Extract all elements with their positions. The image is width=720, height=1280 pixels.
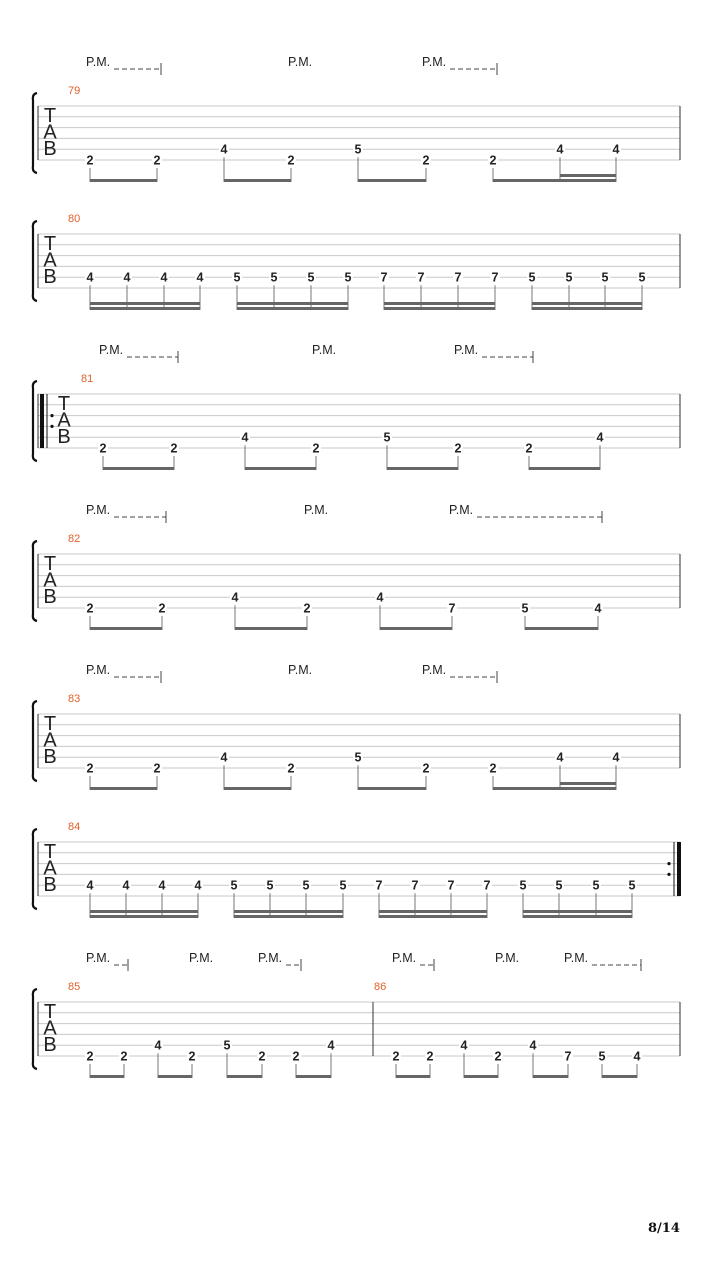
fret-number: 5 [230,878,238,893]
repeat-dot [667,873,670,876]
beam [396,1075,430,1078]
fret-number: 4 [376,590,384,605]
fret-number: 7 [448,601,456,616]
fret-number: 4 [122,878,130,893]
staff-system [33,503,680,630]
beam [379,915,487,918]
beam [387,467,458,470]
page-number: 8/14 [648,1221,680,1236]
tab-clef-letter: B [43,1034,57,1056]
fret-number: 4 [556,750,564,765]
beam [237,307,348,310]
fret-number: 4 [529,1038,537,1053]
fret-number: 7 [417,270,425,285]
palm-mute-label: P.M. [86,55,111,69]
fret-number: 2 [392,1049,400,1064]
measure-number: 86 [374,981,387,993]
palm-mute-label: P.M. [86,663,111,677]
fret-number: 4 [160,270,168,285]
tab-clef-letter: T [57,393,71,415]
system-bracket [33,93,37,173]
beam [235,627,307,630]
fret-number: 4 [220,750,228,765]
repeat-start-thick-barline [40,394,44,448]
secondary-beam [384,302,495,305]
tab-clef-letter: A [57,409,71,432]
beam [523,915,632,918]
fret-number: 5 [555,878,563,893]
palm-mute-label: P.M. [258,951,283,965]
fret-number: 5 [638,270,646,285]
fret-number: 7 [380,270,388,285]
palm-mute-label: P.M. [304,503,329,517]
beam [380,627,452,630]
fret-number: 5 [383,430,391,445]
tab-clef-letter: A [43,1017,57,1040]
fret-number: 5 [354,750,362,765]
tab-clef-letter: T [43,553,57,575]
beam [532,307,642,310]
palm-mute-label: P.M. [288,663,313,677]
fret-number: 2 [120,1049,128,1064]
beam [234,915,343,918]
fret-number: 2 [494,1049,502,1064]
fret-number: 4 [154,1038,162,1053]
fret-number: 2 [454,441,462,456]
system-bracket [33,541,37,621]
fret-number: 2 [287,761,295,776]
fret-number: 5 [302,878,310,893]
repeat-dot [50,414,53,417]
fret-number: 2 [170,441,178,456]
palm-mute-label: P.M. [86,503,111,517]
palm-mute-label: P.M. [454,343,479,357]
fret-number: 4 [594,601,602,616]
beam [90,1075,124,1078]
secondary-beam [560,782,616,785]
beam [533,1075,568,1078]
secondary-beam [90,302,200,305]
fret-number: 4 [86,878,94,893]
fret-number: 5 [233,270,241,285]
fret-number: 4 [194,878,202,893]
fret-number: 5 [270,270,278,285]
repeat-dot [50,425,53,428]
tab-clef-letter: B [43,266,57,288]
fret-number: 5 [223,1038,231,1053]
tab-clef-letter: T [43,841,57,863]
fret-number: 2 [153,153,161,168]
staff-system [33,663,680,790]
fret-number: 2 [287,153,295,168]
secondary-beam [523,910,632,913]
fret-number: 5 [628,878,636,893]
staff-system [33,55,680,182]
system-bracket [33,701,37,781]
fret-number: 2 [426,1049,434,1064]
secondary-beam [90,910,198,913]
measure-number: 85 [68,981,81,993]
fret-number: 2 [153,761,161,776]
palm-mute-label: P.M. [495,951,520,965]
fret-number: 2 [99,441,107,456]
fret-number: 7 [454,270,462,285]
staff-system [33,343,680,470]
beam [245,467,316,470]
fret-number: 7 [375,878,383,893]
fret-number: 5 [528,270,536,285]
fret-number: 5 [592,878,600,893]
beam [103,467,174,470]
palm-mute-label: P.M. [99,343,124,357]
fret-number: 7 [564,1049,572,1064]
fret-number: 4 [158,878,166,893]
palm-mute-label: P.M. [288,55,313,69]
palm-mute-label: P.M. [422,55,447,69]
staff-system [33,213,680,310]
fret-number: 4 [231,590,239,605]
fret-number: 2 [422,761,430,776]
beam [90,307,200,310]
secondary-beam [379,910,487,913]
fret-number: 4 [612,750,620,765]
fret-number: 4 [86,270,94,285]
system-bracket [33,989,37,1069]
measure-number: 81 [81,373,94,385]
fret-number: 5 [601,270,609,285]
fret-number: 5 [354,142,362,157]
staff-system [33,821,681,918]
measure-number: 83 [68,693,81,705]
beam [529,467,600,470]
beam [358,179,426,182]
repeat-end-thick-barline [677,842,681,896]
fret-number: 2 [292,1049,300,1064]
palm-mute-label: P.M. [564,951,589,965]
fret-number: 7 [483,878,491,893]
secondary-beam [560,174,616,177]
tab-clef-letter: T [43,1001,57,1023]
secondary-beam [237,302,348,305]
fret-number: 5 [344,270,352,285]
fret-number: 2 [86,153,94,168]
system-bracket [33,829,37,909]
secondary-beam [234,910,343,913]
system-bracket [33,221,37,301]
beam [158,1075,192,1078]
beam [384,307,495,310]
fret-number: 5 [565,270,573,285]
tab-clef-letter: B [43,874,57,896]
tab-clef-letter: B [43,746,57,768]
fret-number: 4 [596,430,604,445]
beam [493,179,616,182]
fret-number: 4 [327,1038,335,1053]
staff-system [33,951,680,1078]
tab-clef-letter: B [43,138,57,160]
fret-number: 4 [556,142,564,157]
measure-number: 82 [68,533,81,545]
tab-clef-letter: A [43,121,57,144]
fret-number: 5 [519,878,527,893]
fret-number: 7 [491,270,499,285]
fret-number: 2 [525,441,533,456]
fret-number: 4 [220,142,228,157]
fret-number: 2 [303,601,311,616]
beam [227,1075,262,1078]
tab-clef-letter: A [43,249,57,272]
beam [525,627,598,630]
tab-clef-letter: T [43,233,57,255]
tab-clef-letter: A [43,729,57,752]
palm-mute-label: P.M. [189,951,214,965]
fret-number: 2 [188,1049,196,1064]
palm-mute-label: P.M. [312,343,337,357]
measure-number: 84 [68,821,81,833]
beam [90,787,157,790]
repeat-dot [667,862,670,865]
beam [358,787,426,790]
system-bracket [33,381,37,461]
fret-number: 2 [422,153,430,168]
fret-number: 4 [241,430,249,445]
fret-number: 5 [266,878,274,893]
tab-clef-letter: A [43,569,57,592]
tab-clef-letter: B [43,586,57,608]
fret-number: 4 [123,270,131,285]
fret-number: 4 [460,1038,468,1053]
fret-number: 5 [339,878,347,893]
fret-number: 5 [307,270,315,285]
fret-number: 2 [489,761,497,776]
palm-mute-label: P.M. [449,503,474,517]
measure-number: 80 [68,213,81,225]
palm-mute-label: P.M. [392,951,417,965]
fret-number: 5 [521,601,529,616]
beam [224,179,291,182]
fret-number: 2 [158,601,166,616]
fret-number: 4 [633,1049,641,1064]
fret-number: 4 [196,270,204,285]
tab-clef-letter: T [43,105,57,127]
beam [296,1075,331,1078]
fret-number: 4 [612,142,620,157]
fret-number: 5 [598,1049,606,1064]
tab-clef-letter: T [43,713,57,735]
secondary-beam [532,302,642,305]
beam [224,787,291,790]
tab-clef-letter: B [57,426,71,448]
palm-mute-label: P.M. [86,951,111,965]
tab-clef-letter: A [43,857,57,880]
fret-number: 2 [86,601,94,616]
fret-number: 7 [411,878,419,893]
fret-number: 2 [258,1049,266,1064]
fret-number: 7 [447,878,455,893]
beam [90,627,162,630]
fret-number: 2 [86,1049,94,1064]
measure-number: 79 [68,85,81,97]
beam [90,915,198,918]
beam [90,179,157,182]
beam [464,1075,498,1078]
fret-number: 2 [86,761,94,776]
fret-number: 2 [489,153,497,168]
beam [602,1075,637,1078]
fret-number: 2 [312,441,320,456]
beam [493,787,616,790]
palm-mute-label: P.M. [422,663,447,677]
